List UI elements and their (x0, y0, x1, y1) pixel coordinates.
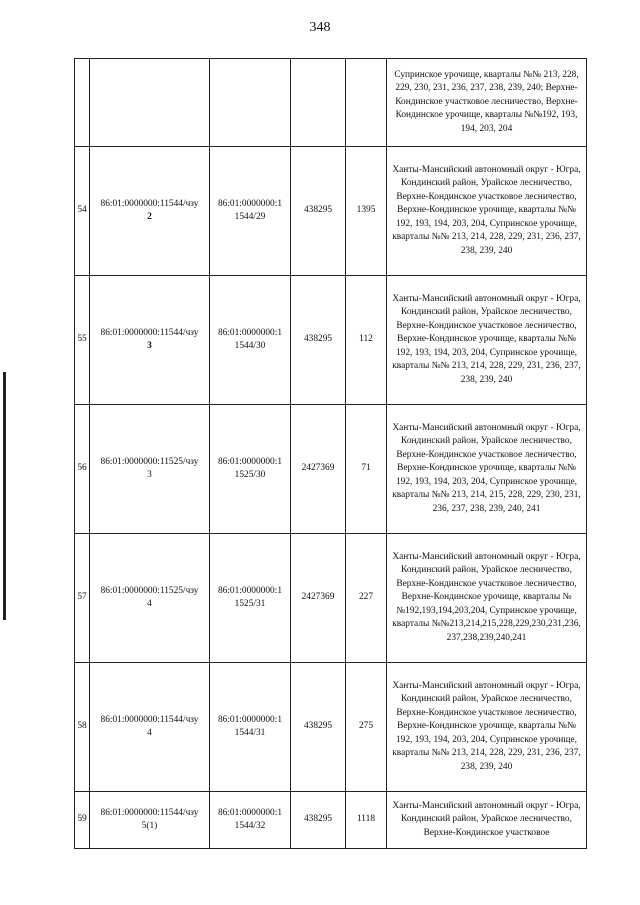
cadastral-number: 86:01:0000000:1 1525/30 (210, 405, 291, 534)
cadastral-part-base: 86:01:0000000:11525/чзу (100, 585, 199, 596)
cadastral-part-suffix: 2 (147, 212, 152, 222)
table-row (75, 663, 587, 792)
cadastral-part-suffix: 4 (147, 728, 152, 738)
row-number: 54 (75, 147, 90, 276)
parent-plot-value: 2427369 (291, 534, 346, 663)
cadastral-number: 86:01:0000000:1 1544/30 (210, 276, 291, 405)
cadastral-part-base: 86:01:0000000:11544/чзу (100, 807, 199, 818)
cadastral-part-base: 86:01:0000000:11525/чзу (100, 456, 199, 467)
cadastral-part-suffix: 5(1) (141, 821, 158, 831)
cadastral-number: 86:01:0000000:1 1544/31 (210, 663, 291, 792)
row-number: 55 (75, 276, 90, 405)
cadastral-part-number (90, 276, 210, 405)
address-text: Ханты-Мансийский автономный округ - Югра, Кондинский район, Урайское лесничество, Верхне-Кондинское участковое лесничество, Верхне-Кондинское урочище, кварталы №№ 192, 193, 194, 203, 204, Супринское урочище, кварталы №№ 213, 214, 228, 229, 231, 236, 237, 238, 239, 240 (387, 663, 587, 792)
cadastral-number: 86:01:0000000:1 1525/31 (210, 534, 291, 663)
land-plots-table (74, 58, 587, 849)
area-value: 71 (346, 405, 387, 534)
area-value: 275 (346, 663, 387, 792)
cadastral-part-number (90, 59, 210, 147)
cadastral-part-base: 86:01:0000000:11544/чзу (100, 198, 199, 209)
parent-plot-value (291, 59, 346, 147)
address-text: Ханты-Мансийский автономный округ - Югра, Кондинский район, Урайское лесничество, Верхне-Кондинское участковое лесничество, Верхне-Кондинское урочище, кварталы №№ 192, 193, 194, 203, 204, Супринское урочище, кварталы №№ 213, 214, 228, 229, 231, 236, 237, 238, 239, 240 (387, 147, 587, 276)
address-text: Ханты-Мансийский автономный округ - Югра, Кондинский район, Урайское лесничество, Верхне-Кондинское участковое лесничество, Верхне-Кондинское урочище, кварталы №№ 192, 193, 194, 203, 204, Супринское урочище, кварталы №№ 213, 214, 215, 228, 229, 230, 231, 236, 237, 238, 239, 240, 241 (387, 405, 587, 534)
parent-plot-value: 438295 (291, 276, 346, 405)
row-number: 57 (75, 534, 90, 663)
cadastral-part-number (90, 792, 210, 849)
table-row (75, 147, 587, 276)
area-value: 227 (346, 534, 387, 663)
cadastral-part-number (90, 663, 210, 792)
parent-plot-value: 438295 (291, 147, 346, 276)
row-number: 58 (75, 663, 90, 792)
row-number: 56 (75, 405, 90, 534)
cadastral-part-number (90, 147, 210, 276)
row-number (75, 59, 90, 147)
area-value: 1118 (346, 792, 387, 849)
cadastral-part-suffix: 3 (147, 470, 152, 480)
cadastral-part-suffix: 3 (147, 341, 152, 351)
area-value (346, 59, 387, 147)
address-text: Ханты-Мансийский автономный округ - Югра, Кондинский район, Урайское лесничество, Верхне-Кондинское участковое лесничество, Верхне-Кондинское урочище, кварталы №№ 192, 193, 194, 203, 204, Супринское урочище, кварталы №№ 213, 214, 228, 229, 231, 236, 237, 238, 239, 240 (387, 276, 587, 405)
address-text: Ханты-Мансийский автономный округ - Югра, Кондинский район, Урайское лесничество, Верхне-Кондинское участковое лесничество, Верхне-Кондинское урочище, кварталы №№192,193,194,203,204, Супринское урочище, кварталы №№213,214,215,228,229,230,231,236, 237,238,239,240,241 (387, 534, 587, 663)
cadastral-number: 86:01:0000000:1 1544/32 (210, 792, 291, 849)
cadastral-part-number (90, 534, 210, 663)
parent-plot-value: 438295 (291, 792, 346, 849)
area-value: 112 (346, 276, 387, 405)
address-text: Ханты-Мансийский автономный округ - Югра, Кондинский район, Урайское лесничество, Верхне-Кондинское участковое (387, 792, 587, 849)
cadastral-part-base: 86:01:0000000:11544/чзу (100, 714, 199, 725)
scan-margin-mark (3, 372, 6, 620)
cadastral-part-suffix: 4 (147, 599, 152, 609)
table-row (75, 276, 587, 405)
table-row (75, 405, 587, 534)
cadastral-part-number (90, 405, 210, 534)
cadastral-part-base: 86:01:0000000:11544/чзу (100, 327, 199, 338)
cadastral-number (210, 59, 291, 147)
cadastral-number: 86:01:0000000:1 1544/29 (210, 147, 291, 276)
table-row (75, 534, 587, 663)
parent-plot-value: 2427369 (291, 405, 346, 534)
address-text: Супринское урочище, кварталы №№ 213, 228, 229, 230, 231, 236, 237, 238, 239, 240; Верхне-Кондинское участковое лесничество, Верхне-Кондинское урочище, кварталы №№192, 193, 194, 203, 204 (387, 59, 587, 147)
table-row (75, 792, 587, 849)
page-number: 348 (309, 20, 331, 35)
area-value: 1395 (346, 147, 387, 276)
row-number: 59 (75, 792, 90, 849)
table-row (75, 59, 587, 147)
parent-plot-value: 438295 (291, 663, 346, 792)
